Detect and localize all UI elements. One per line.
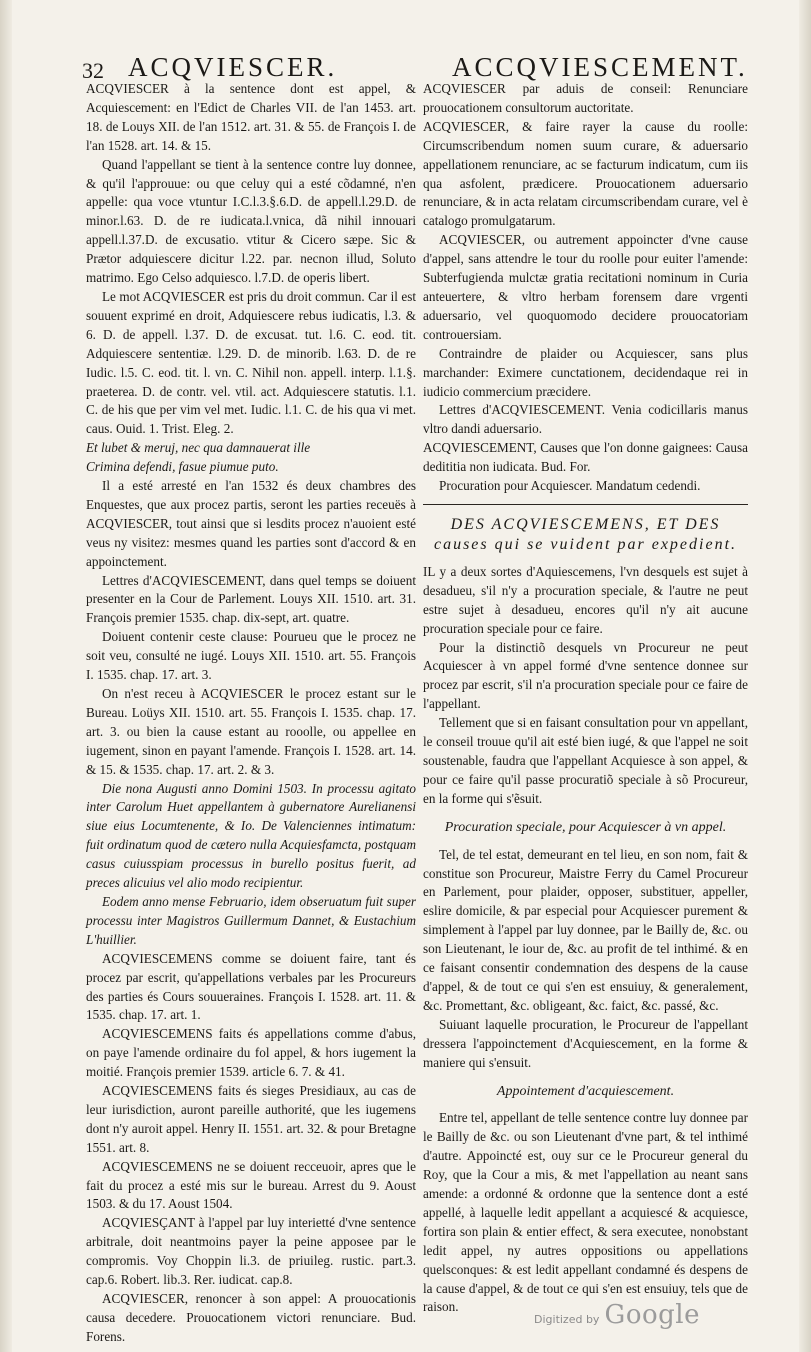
paragraph: Lettres d'ACQVIESCEMENT, dans quel temps se doiuent presenter en la Cour de Parlement. Louys XII. 1510. art. 31. François premier 1535. chap. dix-sept, art. quatre.	[86, 572, 416, 626]
left-column	[86, 80, 416, 1347]
verse-line: Crimina defendi, fasue piumue puto.	[86, 459, 279, 475]
section-title: DES ACQVIESCEMENS, ET DES causes qui se vuident par expedient.	[433, 515, 738, 553]
paragraph: ACQVIESCEMENS comme se doiuent faire, tant és procez par escrit, qu'appellations verbales par les Procureurs des parties és Cours souueraines. François I. 1528. art. 11. & 1535. chap. 17. art. 1.	[86, 950, 416, 1023]
paragraph: ACQVIESCER à la sentence dont est appel, & Acquiescement: en l'Edict de Charles VII. de l'an 1453. art. 18. de Louys XII. de l'an 1512. art. 31. & 55. de François I. de l'an 1528. art. 14. & 15.	[86, 81, 416, 153]
paragraph: ACQVIESCEMENS ne se doiuent recceuoir, apres que le fait du procez a esté mis sur le bureau. Arrest du 9. Aoust 1503. & du 17. Aoust 1504.	[86, 1158, 416, 1212]
paragraph: ACQVIESCER, renoncer à son appel: A prouocationis causa decedere. Prouocationem victori renunciare. Bud. Forens.	[86, 1291, 416, 1344]
paragraph: ACQVIESCEMENT, Causes que l'on donne gaignees: Causa dedititia non iudicata. Bud. For.	[423, 440, 748, 475]
appointment-title: Appointement d'acquiescement.	[496, 1083, 675, 1099]
paragraph: Il a esté arresté en l'an 1532 és deux chambres des Enquestes, que aux procez partis, seront les parties receuës à ACQVIESCER, tout ainsi que si lesdits procez n'auoient esté veus ny visitez: mesmes quand les parties sont d'accord & en appoinctement.	[86, 478, 416, 569]
paragraph: On n'est receu à ACQVIESCER le procez estant sur le Bureau. Loüys XII. 1510. art. 55. François I. 1535. chap. 17. art. 3. ou bien la cause estant au rooolle, ou appellee en iugement, sinon en payant l'amende. François I. 1528. art. 14. & 15. & 1535. chap. 17. art. 2. & 3.	[86, 686, 416, 777]
paragraph: ACQVIESCEMENS faits és sieges Presidiaux, au cas de leur iurisdiction, auront pareille authorité, que les iugemens dont n'y auroit appel. Henry II. 1551. art. 32. & pour Bretagne 1551. art. 8.	[86, 1083, 416, 1155]
paragraph: ACQVIESCER par aduis de conseil: Renunciare prouocationem consultorum auctoritate.	[423, 81, 748, 115]
latin-paragraph: Eodem anno mense Februario, idem obseruatum fuit super processu inter Magistros Guillermum Dannet, & Eustachium L'huillier.	[86, 893, 416, 947]
paragraph: Entre tel, appellant de telle sentence contre luy donnee par le Bailly de &c. ou son Lieutenant d'vne part, & tel inthimé d'autre. Appoincté est, ouy sur ce le Procureur general du Roy, que la Cour a mis, & met l'appellation au neant sans amende: a ordonné & ordonne que la sentence dont a esté appellé, à laquelle ledit appellant a acquiescé & acquiesce, fortira son plain & entier effect, & sera executee, nonobstant ledit appel, ny autres oppositions ou appellations quelsconques: & est ledit appellant condamné és despens de la cause d'appel, & de tout ce qui s'en est ensuiuy, tels que de raison.	[423, 1110, 748, 1315]
running-head-left: ACQVIESCER.	[128, 52, 338, 82]
google-logo: Google	[604, 1300, 700, 1330]
right-column	[423, 80, 748, 1317]
running-head-right: ACCQVIESCEMENT.	[452, 52, 748, 82]
procuration-title: Procuration speciale, pour Acquiescer à vn appel.	[444, 819, 727, 835]
paragraph: Suiuant laquelle procuration, le Procureur de l'appellant dressera l'appoinctement d'Acquiescement, en la forme & maniere qui s'ensuit.	[423, 1016, 748, 1070]
page-edge-right	[799, 0, 811, 1352]
verse-line: Et lubet & meruj, nec qua damnauerat ille	[86, 440, 311, 456]
digitized-label: Digitized by	[534, 1313, 600, 1326]
page-edge-left	[0, 0, 12, 1352]
paragraph: Quand l'appellant se tient à la sentence contre luy donnee, & qu'il l'approuue: ou que celuy qui a esté cõdamné, n'en appelle: qua voce vtuntur I.C.l.3.§.6.D. de appell.l.29.D. de minor.l.63. D. de re iudicata.l.vnica, dã nihil innouari appell.l.37.D. de excusatio. vtitur & Cicero sæpe. Sic & Prætor adquiescere dicitur l.22. par. necnon illud, Soluto matrimo. Ego Celso adquiesco. l.7.D. de operis libert.	[86, 156, 416, 286]
paragraph: Tel, de tel estat, demeurant en tel lieu, en son nom, fait & constitue son Procureur, Maistre Ferry du Camel Procureur en Parlement, pour plaider, opposer, substituer, appeller, eslire domicile, & par especial pour Acquiescer purement & simplement à l'appel par luy donnee, par le Bailly de, &c. ou son Lieutenant, le iour de, &c. au profit de tel inthimé. & en ce faisant consentir condemnation des despens de la cause d'appel, & de tout ce qui s'en est ensuiuy, & generalement, &c. Promettant, &c. obligeant, &c. faict, &c. passé, &c.	[423, 846, 748, 1013]
paragraph-dropcap: IL y a deux sortes d'Aquiescemens, l'vn desquels est sujet à desadueu, s'il n'y a procuration speciale, & l'autre ne peut estre sujet à desadueu, encores qu'il n'y ait aucune procuration speciale pour ce faire.	[423, 563, 748, 636]
paragraph: Doiuent contenir ceste clause: Pourueu que le procez ne soit veu, consulté ne iugé. Louys XII. 1510. art. 55. François I. 1535. chap. 17. art. 3.	[86, 629, 416, 683]
paragraph: Pour la distinctiõ desquels vn Procureur ne peut Acquiescer à vn appel formé d'vne sentence donnee sur procez par escrit, s'il n'a procuration speciale pour ce faire de l'appellant.	[423, 639, 748, 712]
paragraph: ACQVIESÇANT à l'appel par luy interietté d'vne sentence arbitrale, doit neantmoins payer la peine apposee par le compromis. Voy Choppin li.3. de priuileg. rustic. part.3. cap.6. Robert. lib.3. Rer. iudicat. cap.8.	[86, 1215, 416, 1288]
digitized-watermark	[534, 1300, 700, 1330]
paragraph: Contraindre de plaider ou Acquiescer, sans plus marchander: Eximere cunctationem, decidendaque rei in iudicio commercium præcidere.	[423, 345, 748, 399]
paragraph: ACQVIESCER, & faire rayer la cause du roolle: Circumscribendum nomen suum curare, & aduersario appellationem renunciare, ac se facturum indicatum, cum iis qua asfolent, prædicere. Prouocationem aduersario renunciare, & in acta relatam circumscribendam curare, vel è catalogo promulgatarum.	[423, 118, 748, 229]
page-number: 32	[82, 58, 104, 83]
paragraph: Lettres d'ACQVIESCEMENT. Venia codicillaris manus vltro dandi aduersario.	[423, 402, 748, 437]
paragraph: Tellement que si en faisant consultation pour vn appellant, le conseil trouue qu'il ait esté bien iugé, & que l'appel ne soit soustenable, faudra que l'appellant Acquiesce à son appel, & pour ce faire qu'il passe procuratiõ speciale à sõ Procureur, en la forme qui s'ẽsuit.	[423, 715, 748, 806]
paragraph: ACQVIESCEMENS faits és appellations comme d'abus, on paye l'amende ordinaire du fol appel, & hors iugement la moitié. François premier 1539. article 6. 7. & 41.	[86, 1026, 416, 1080]
paragraph: Le mot ACQVIESCER est pris du droit commun. Car il est souuent exprimé en droit, Adquiescere rebus iudicatis, l.3. & 6. D. de appell. l.37. D. de excusat. tut. l.6. C. eod. tit. Adquiescere sententiæ. l.29. D. de minorib. l.63. D. de re Iudic. l.5. C. eod. tit. l. vn. C. Nihil non. appell. interp. l.1.§. praeterea. D. de contr. vel. vtil. act. Adquiescere statutis. l.1. C. de his que per vim vel met. Iudic. l.1. C. de his qua vi met. caus. Ouid. 1. Trist. Eleg. 2.	[86, 288, 416, 437]
paragraph: Procuration pour Acquiescer. Mandatum cedendi.	[439, 478, 701, 494]
paragraph: ACQVIESCER, ou autrement appoincter d'vne cause d'appel, sans attendre le tour du roolle pour euiter l'amende: Subterfugienda mulctæ gratia recitationi nominum in Curia anteuertere, & vltro herbam forensem dare vrgenti aduersario, vel quoquomodo decidere prouocatoriam controuersiam.	[423, 232, 748, 342]
latin-paragraph: Die nona Augusti anno Domini 1503. In processu agitato inter Carolum Huet appellantem à gubernatore Aurelianensi siue eius Locumtenente, & Io. De Valenciennes intimatum: fuit ordinatum quod de cætero nulla Acquiesfamcta, postquam casus cuiusspiam processus in burello positus fuerit, ad preces alicuius vel alio modo recipientur.	[86, 780, 416, 891]
section-rule	[423, 504, 748, 505]
